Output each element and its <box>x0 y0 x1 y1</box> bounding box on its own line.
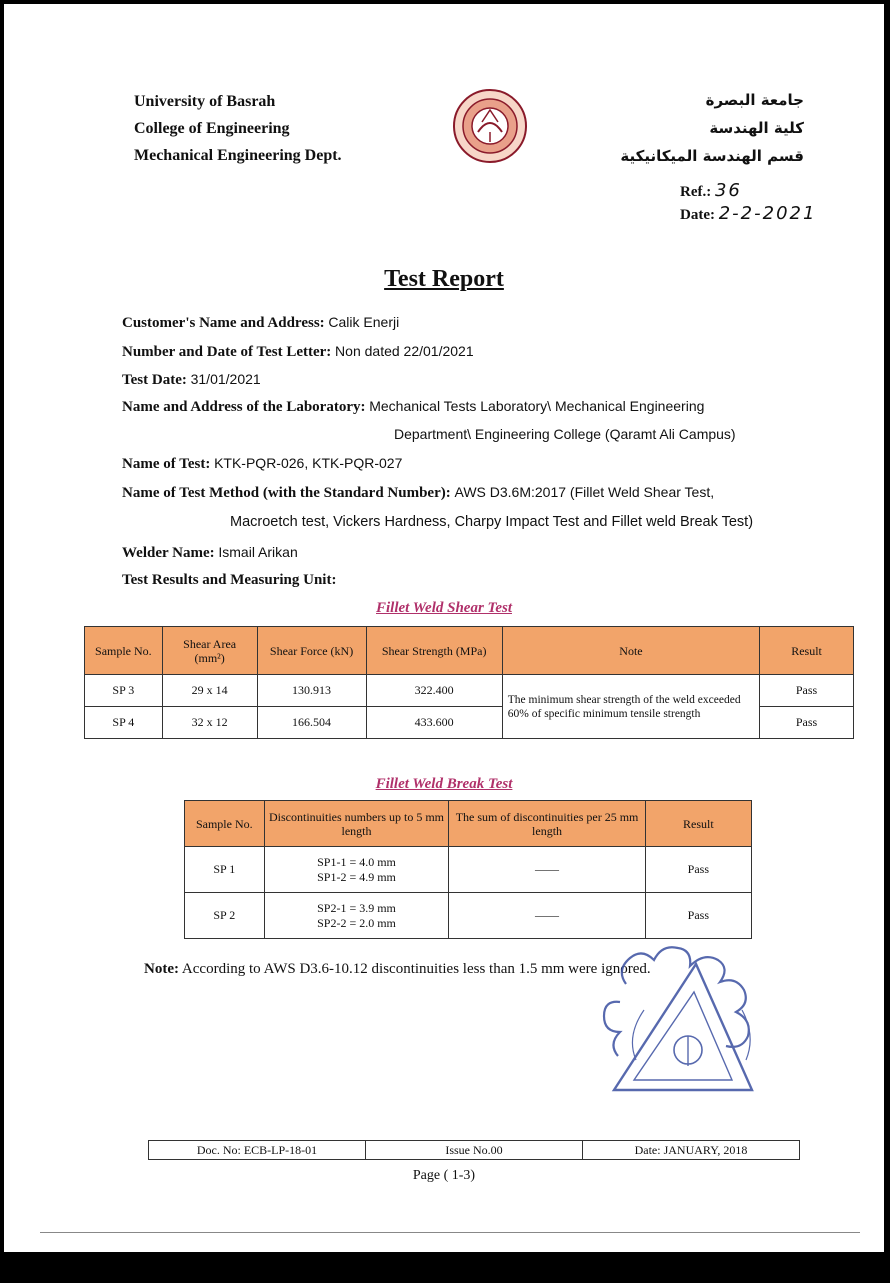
field-results-unit <box>122 572 336 589</box>
university-logo <box>452 88 528 164</box>
shear-sample: SP 3 <box>85 675 163 707</box>
shear-force: 166.504 <box>257 707 366 739</box>
field-test-method <box>122 484 714 502</box>
break-col-sample: Sample No. <box>185 801 265 847</box>
shear-col-sample: Sample No. <box>85 627 163 675</box>
department-stamp <box>596 940 772 1108</box>
break-discontinuities <box>264 893 449 939</box>
results-label: Test Results and Measuring Unit: <box>122 572 337 588</box>
footer-issue: Issue No.00 <box>366 1141 583 1159</box>
footer-doc-info <box>148 1140 800 1160</box>
shear-col-note: Note <box>502 627 759 675</box>
break-col-discontinuities: Discontinuities numbers up to 5 mm length <box>264 801 449 847</box>
welder-label: Welder Name: <box>122 545 215 561</box>
footer-date: Date: JANUARY, 2018 <box>634 1143 748 1157</box>
note-line <box>144 961 651 978</box>
lab-value-line1: Mechanical Tests Laboratory\ Mechanical Engineering <box>369 398 705 414</box>
shear-col-area: Shear Area (mm²) <box>162 627 257 675</box>
test-date-label: Test Date: <box>122 372 187 388</box>
method-value-line2: Macroetch test, Vickers Hardness, Charpy Impact Test and Fillet weld Break Test) <box>230 514 754 530</box>
break-col-result: Result <box>645 801 751 847</box>
table-row <box>185 847 752 893</box>
department-name: Mechanical Engineering Dept. <box>134 147 342 164</box>
test-name-label: Name of Test: <box>122 456 211 472</box>
table-row <box>85 675 854 707</box>
shear-test-caption: Fillet Weld Shear Test <box>376 600 512 616</box>
shear-strength: 322.400 <box>366 675 502 707</box>
shear-note: The minimum shear strength of the weld exceeded 60% of specific minimum tensile strength <box>502 675 759 739</box>
ref-value: 36 <box>714 180 742 201</box>
bottom-divider <box>40 1232 860 1233</box>
break-header-row <box>185 801 752 847</box>
shear-area: 29 x 14 <box>162 675 257 707</box>
break-discontinuities <box>264 847 449 893</box>
header-left <box>134 88 342 169</box>
break-sum: —— <box>449 847 645 893</box>
ref-label: Ref.: <box>680 184 712 200</box>
shear-col-force: Shear Force (kN) <box>257 627 366 675</box>
customer-value: Calik Enerji <box>328 314 400 330</box>
header-right-arabic <box>620 86 804 170</box>
date-value: 2-2-2021 <box>718 203 817 224</box>
college-name: College of Engineering <box>134 120 290 137</box>
discontinuity-1: SP2-1 = 3.9 mm <box>317 900 396 915</box>
field-welder <box>122 544 298 562</box>
reference-block <box>680 180 816 226</box>
break-sum: —— <box>449 893 645 939</box>
university-name-ar: جامعة البصرة <box>705 91 804 109</box>
letter-value: Non dated 22/01/2021 <box>335 343 474 359</box>
break-col-sum: The sum of discontinuities per 25 mm length <box>449 801 645 847</box>
break-sample: SP 1 <box>185 847 265 893</box>
test-name-value: KTK-PQR-026, KTK-PQR-027 <box>214 455 403 471</box>
page-title: Test Report <box>384 266 504 292</box>
field-laboratory <box>122 398 704 416</box>
method-value-line1: AWS D3.6M:2017 (Fillet Weld Shear Test, <box>454 484 715 500</box>
break-sample: SP 2 <box>185 893 265 939</box>
welder-value: Ismail Arikan <box>218 544 298 560</box>
shear-result: Pass <box>760 675 854 707</box>
shear-sample: SP 4 <box>85 707 163 739</box>
university-name: University of Basrah <box>134 93 276 110</box>
page-number: Page ( 1-3) <box>412 1168 476 1183</box>
field-test-letter <box>122 343 474 361</box>
lab-value-line2: Department\ Engineering College (Qaramt Ali Campus) <box>394 426 736 442</box>
shear-header-row <box>85 627 854 675</box>
field-customer <box>122 314 399 332</box>
note-text: According to AWS D3.6-10.12 discontinuities less than 1.5 mm were ignored. <box>181 961 651 977</box>
discontinuity-1: SP1-1 = 4.0 mm <box>317 854 396 869</box>
shear-force: 130.913 <box>257 675 366 707</box>
document-page <box>4 4 884 1252</box>
footer-doc-no: Doc. No: ECB-LP-18-01 <box>149 1141 366 1159</box>
discontinuity-2: SP2-2 = 2.0 mm <box>317 915 396 930</box>
note-label: Note: <box>144 961 179 977</box>
break-test-table <box>184 800 752 939</box>
department-name-ar: قسم الهندسة الميكانيكية <box>620 147 804 165</box>
break-result: Pass <box>645 893 751 939</box>
table-row <box>185 893 752 939</box>
letter-label: Number and Date of Test Letter: <box>122 344 332 360</box>
lab-label: Name and Address of the Laboratory: <box>122 399 366 415</box>
shear-area: 32 x 12 <box>162 707 257 739</box>
field-test-date <box>122 371 261 389</box>
shear-col-result: Result <box>760 627 854 675</box>
break-result: Pass <box>645 847 751 893</box>
field-test-name <box>122 455 402 473</box>
method-label: Name of Test Method (with the Standard Number): <box>122 485 451 501</box>
break-test-caption: Fillet Weld Break Test <box>375 776 513 792</box>
date-label: Date: <box>680 207 715 223</box>
test-date-value: 31/01/2021 <box>190 371 261 387</box>
customer-label: Customer's Name and Address: <box>122 315 325 331</box>
shear-col-strength: Shear Strength (MPa) <box>366 627 502 675</box>
discontinuity-2: SP1-2 = 4.9 mm <box>317 869 396 884</box>
shear-strength: 433.600 <box>366 707 502 739</box>
shear-test-table <box>84 626 854 739</box>
shear-result: Pass <box>760 707 854 739</box>
college-name-ar: كلية الهندسة <box>709 119 804 137</box>
